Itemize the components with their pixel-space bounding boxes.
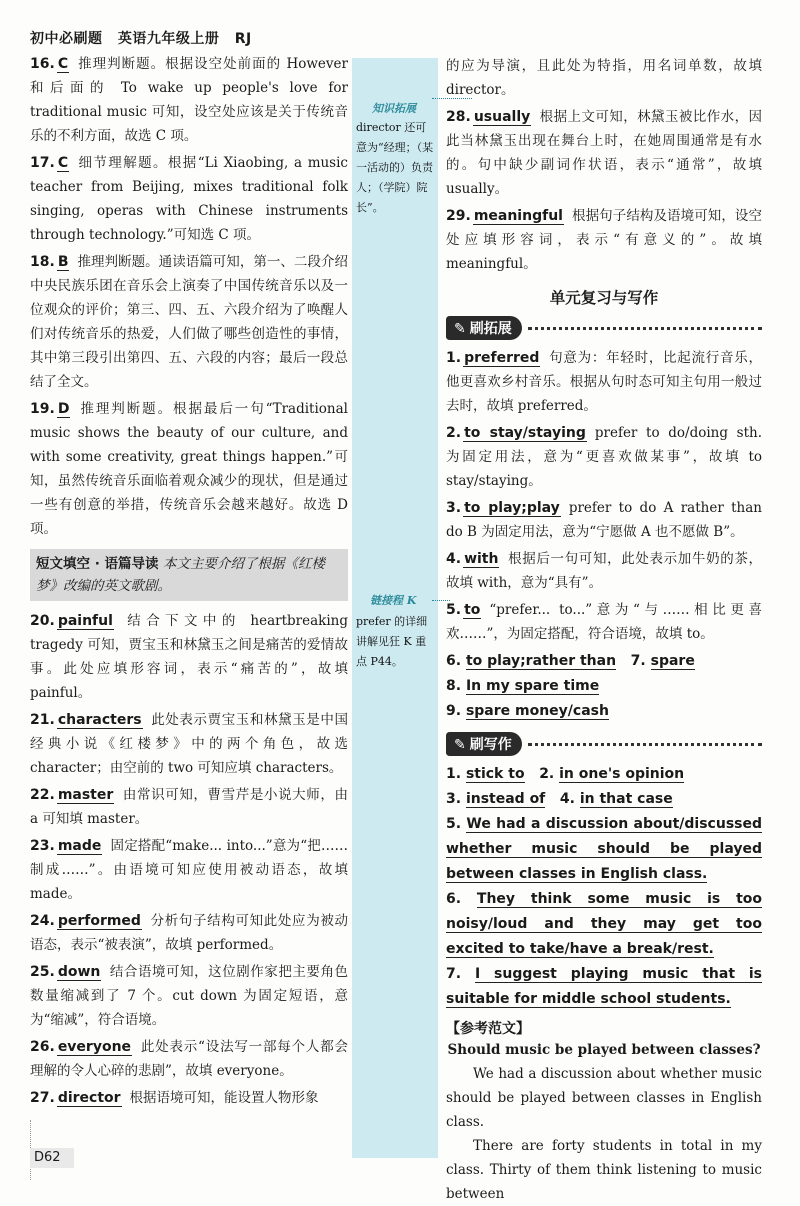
page-number: D62: [30, 1148, 74, 1168]
answer-item: [30, 397, 348, 541]
item-number: 25.: [30, 964, 55, 980]
answer-line: [446, 699, 762, 724]
item-answer: stick to: [465, 766, 525, 782]
item-number: 3.: [446, 500, 462, 516]
item-number: 17.: [30, 155, 55, 171]
section-pill-writing: [446, 732, 762, 756]
item-number: 20.: [30, 613, 55, 629]
item-answer: instead of: [465, 791, 546, 807]
section-band-cloze: [30, 549, 348, 601]
item-number: 6.: [446, 653, 462, 669]
item-number: 8.: [446, 678, 462, 694]
item-answer: D: [57, 401, 70, 417]
item-explanation: 分析句子结构可知此处应为被动语态，表示“被表演”，故填 performed。: [30, 913, 348, 953]
section-pill-extension: [446, 316, 762, 340]
item-number: 28.: [446, 109, 471, 125]
item-explanation: 根据上文可知，林黛玉被比作水，因此当林黛玉出现在舞台上时，在她周围通常是有水的。句中缺少副词作状语，表示“通常”，故填 usually。: [446, 109, 762, 197]
side-note-prefer: prefer 的详细讲解见狂 K 重点 P44。: [356, 615, 428, 668]
item-answer: C: [57, 155, 69, 171]
item-explanation: 根据后一句可知，此处表示加牛奶的茶，故填 with，意为“具有”。: [446, 551, 762, 591]
side-notes-column: [352, 58, 438, 1158]
item-answer: characters: [57, 712, 142, 728]
item-explanation: 此处表示贾宝玉和林黛玉是中国经典小说《红楼梦》中的两个角色，故选 character；由空前的 two 可知应填 characters。: [30, 712, 348, 776]
item-explanation: 由常识可知，曹雪芹是小说大师，由 a 可知填 master。: [30, 787, 348, 827]
item-number: 22.: [30, 787, 55, 803]
item-explanation: 细节理解题。根据“Li Xiaobing, a music teacher from Beijing, mixes traditional folk singing, operas with Chinese instruments through technology.”可知选 C 项。: [30, 155, 348, 243]
item-explanation: 结合语境可知，这位剧作家把主要角色数量缩减到了 7 个。cut down 为固定短语，意为“缩减”，符合语境。: [30, 964, 348, 1028]
section-title: 单元复习与写作: [549, 289, 659, 307]
item-number: 24.: [30, 913, 55, 929]
answer-sentence: [446, 887, 762, 962]
edition-label: RJ: [234, 31, 252, 47]
item-explanation: prefer to do/doing sth. 为固定用法，意为“更喜欢做某事”，故填 to stay/staying。: [446, 425, 763, 489]
item-explanation: 根据句子结构及语境可知，设空处应填形容词，表示“有意义的”。故填 meaningful。: [446, 208, 762, 272]
answer-item: [446, 346, 762, 418]
item-answer: in one's opinion: [559, 766, 685, 782]
answer-sentence: [446, 962, 762, 1012]
item-answer: I suggest playing music that is suitable for middle school students.: [446, 966, 763, 1007]
band-title: 短文填空 · 语篇导读: [36, 556, 159, 572]
item-explanation: 推理判断题。通读语篇可知，第一、二段介绍中央民族乐团在音乐会上演奏了中国传统音乐以及一位观众的评价；第三、四、五、六段介绍为了唤醒人们对传统音乐的热爱，人们做了哪些创造性的事情，其中第三段引出第四、五、六段的内容；最后一段总结了全文。: [30, 254, 348, 390]
item-answer: master: [57, 787, 114, 803]
answer-line: [446, 787, 762, 812]
essay-body: [446, 1062, 762, 1206]
item-answer: made: [57, 838, 102, 854]
item-number: 6.: [446, 891, 462, 907]
item-answer: everyone: [57, 1039, 132, 1055]
answer-line: [446, 674, 762, 699]
link-tag: 链接程 K: [370, 594, 417, 607]
answer-item: [30, 1035, 348, 1083]
item-number: 4.: [446, 551, 462, 567]
item-answer: usually: [473, 109, 531, 125]
answer-list-writing: [446, 762, 762, 1012]
item-number: 2.: [446, 425, 462, 441]
page-header: [30, 28, 262, 48]
item-number: 5.: [446, 816, 462, 832]
pill-text: 刷写作: [469, 737, 512, 753]
item-answer: down: [57, 964, 101, 980]
pill-label: [446, 732, 522, 756]
item-answer: performed: [57, 913, 141, 929]
band-description: 本文主要介绍了根据《红楼梦》改编的英文歌剧。: [36, 556, 325, 594]
subject-title: 英语九年级上册: [117, 31, 220, 47]
answer-item: [30, 151, 348, 247]
item-answer: They think some music is too noisy/loud and they may get too excited to take/have a break/rest.: [446, 891, 763, 957]
answer-item: [446, 547, 762, 595]
answer-item: [446, 105, 762, 201]
item-answer: to: [464, 602, 481, 618]
item-answer: spare: [650, 653, 695, 669]
item-answer: We had a discussion about/discussed whether music should be played between classes in English class.: [446, 816, 763, 882]
item-explanation: 根据语境可知，能设置人物形象: [129, 1090, 319, 1106]
left-column: [30, 52, 348, 1113]
item-number: 7.: [446, 966, 462, 982]
item-answer: to stay/staying: [464, 425, 586, 441]
pill-label: [446, 316, 522, 340]
item-answer: C: [57, 56, 69, 72]
side-note-director: director 还可意为“经理；（某一活动的）负责人；（学院）院长”。: [356, 121, 434, 214]
essay-paragraph: There are forty students in total in my class. Thirty of them think listening to music between: [446, 1138, 762, 1202]
answer-item: [30, 52, 348, 148]
answer-item: [30, 783, 348, 831]
item-number: 2.: [539, 766, 555, 782]
item-number: 18.: [30, 254, 55, 270]
dotted-divider: [528, 327, 762, 330]
item-number: 23.: [30, 838, 55, 854]
item-explanation: 推理判断题。根据最后一句“Traditional music shows the beauty of our culture, and with some creativity, great things happen.”可知，虽然传统音乐面临着观众减少的现状，但是通过一些有创意的举措，传统音乐会越来越好。故选 D 项。: [30, 401, 348, 537]
answer-item: [30, 250, 348, 394]
item-explanation: 结合下文中的 heartbreaking tragedy 可知，贾宝玉和林黛玉之间是痛苦的爱情故事。此处应填形容词，表示“痛苦的”，故填 painful。: [30, 613, 348, 701]
answer-item: [446, 496, 762, 544]
item-number: 4.: [559, 791, 575, 807]
item-explanation: 句意为：年轻时，比起流行音乐，他更喜欢乡村音乐。根据从句时态可知主句用一般过去时，故填 preferred。: [446, 350, 762, 414]
item-number: 1.: [446, 766, 462, 782]
item-answer: preferred: [464, 350, 540, 366]
pill-text: 刷拓展: [469, 321, 512, 337]
item-explanation: “prefer... to...”意为“与……相比更喜欢……”，为固定搭配，符合语境，故填 to。: [446, 602, 762, 642]
item-explanation: prefer to do A rather than do B 为固定用法，意为“宁愿做 A 也不愿做 B”。: [446, 500, 762, 540]
answer-line: [446, 649, 762, 674]
item-number: 9.: [446, 703, 462, 719]
item-number: 5.: [446, 602, 462, 618]
answer-item: [30, 909, 348, 957]
item-number: 29.: [446, 208, 471, 224]
item-answer: with: [464, 551, 499, 567]
dotted-divider: [528, 743, 762, 746]
book-title: 初中必刷题: [30, 31, 103, 47]
essay-title: Should music be played between classes?: [447, 1042, 761, 1058]
brush-icon: ✎: [454, 321, 466, 337]
answer-item: [30, 1086, 348, 1110]
item-answer: In my spare time: [465, 678, 600, 694]
knowledge-extension-tag: 知识拓展: [372, 102, 416, 115]
answer-item: [30, 834, 348, 906]
answer-item: [30, 708, 348, 780]
item-number: 16.: [30, 56, 55, 72]
answer-list-extension: [446, 346, 762, 724]
answer-item: [446, 598, 762, 646]
answer-line: [446, 762, 762, 787]
margin-dots: [8, 1120, 31, 1180]
item-explanation: 推理判断题。根据设空处前面的 However 和后面的 To wake up people's love for traditional music 可知，设空处应该是关于传统音乐的不利方面，故选 C 项。: [30, 56, 348, 144]
brush-icon: ✎: [454, 737, 466, 753]
answer-item: [30, 609, 348, 705]
item-answer: director: [57, 1090, 121, 1106]
item-number: 1.: [446, 350, 462, 366]
item-number: 7.: [630, 653, 646, 669]
item-answer: to play;rather than: [465, 653, 617, 669]
essay-paragraph: We had a discussion about whether music should be played between classes in English class.: [446, 1066, 762, 1130]
item-number: 3.: [446, 791, 462, 807]
continued-explanation: 的应为导演，且此处为特指，用名词单数，故填director。: [446, 58, 762, 98]
item-answer: B: [57, 254, 69, 270]
item-number: 26.: [30, 1039, 55, 1055]
item-number: 19.: [30, 401, 55, 417]
item-answer: to play;play: [464, 500, 560, 516]
answer-list-cloze: [30, 609, 348, 1110]
reference-essay-heading: 【参考范文】: [446, 1021, 530, 1037]
item-answer: spare money/cash: [465, 703, 609, 719]
answer-item: [446, 421, 762, 493]
item-answer: painful: [57, 613, 113, 629]
item-number: 21.: [30, 712, 55, 728]
answer-item: [30, 960, 348, 1032]
item-answer: in that case: [579, 791, 673, 807]
right-column: [446, 54, 762, 1206]
answer-sentence: [446, 812, 762, 887]
item-explanation: 固定搭配“make... into...”意为“把……制成……”。由语境可知应使用被动语态，故填 made。: [30, 838, 348, 902]
answer-item: [446, 204, 762, 276]
item-number: 27.: [30, 1090, 55, 1106]
item-answer: meaningful: [473, 208, 563, 224]
item-explanation: 此处表示“设法写一部每个人都会理解的令人心碎的悲剧”，故填 everyone。: [30, 1039, 348, 1079]
answer-list-reading: [30, 52, 348, 541]
